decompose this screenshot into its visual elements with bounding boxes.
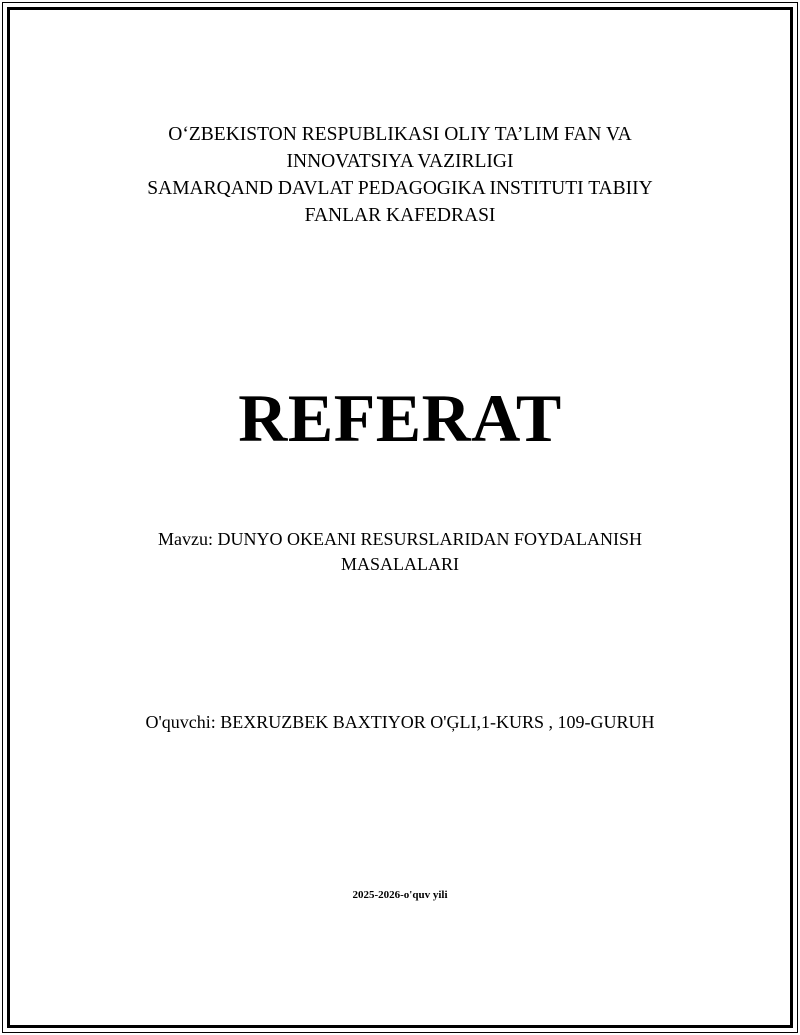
- header-line: SAMARQAND DAVLAT PEDAGOGIKA INSTITUTI TABIIY: [147, 178, 653, 199]
- topic-line: Mavzu: DUNYO OKEANI RESURSLARIDAN FOYDALANISH: [158, 529, 642, 549]
- topic: [0, 527, 800, 577]
- header-line: FANLAR KAFEDRASI: [304, 205, 496, 226]
- academic-year: 2025-2026-o'quv yili: [352, 889, 448, 901]
- institution-header: [0, 121, 800, 229]
- header-line: INNOVATSIYA VAZIRLIGI: [286, 151, 514, 172]
- student-info: O'quvchi: BEXRUZBEK BAXTIYOR O'ĢLI,1-KURS , 109-GURUH: [145, 712, 655, 732]
- header-line: O‘ZBEKISTON RESPUBLIKASI OLIY TA’LIM FAN VA: [168, 124, 632, 145]
- topic-line: MASALALARI: [340, 554, 459, 574]
- document-title: REFERAT: [238, 380, 562, 456]
